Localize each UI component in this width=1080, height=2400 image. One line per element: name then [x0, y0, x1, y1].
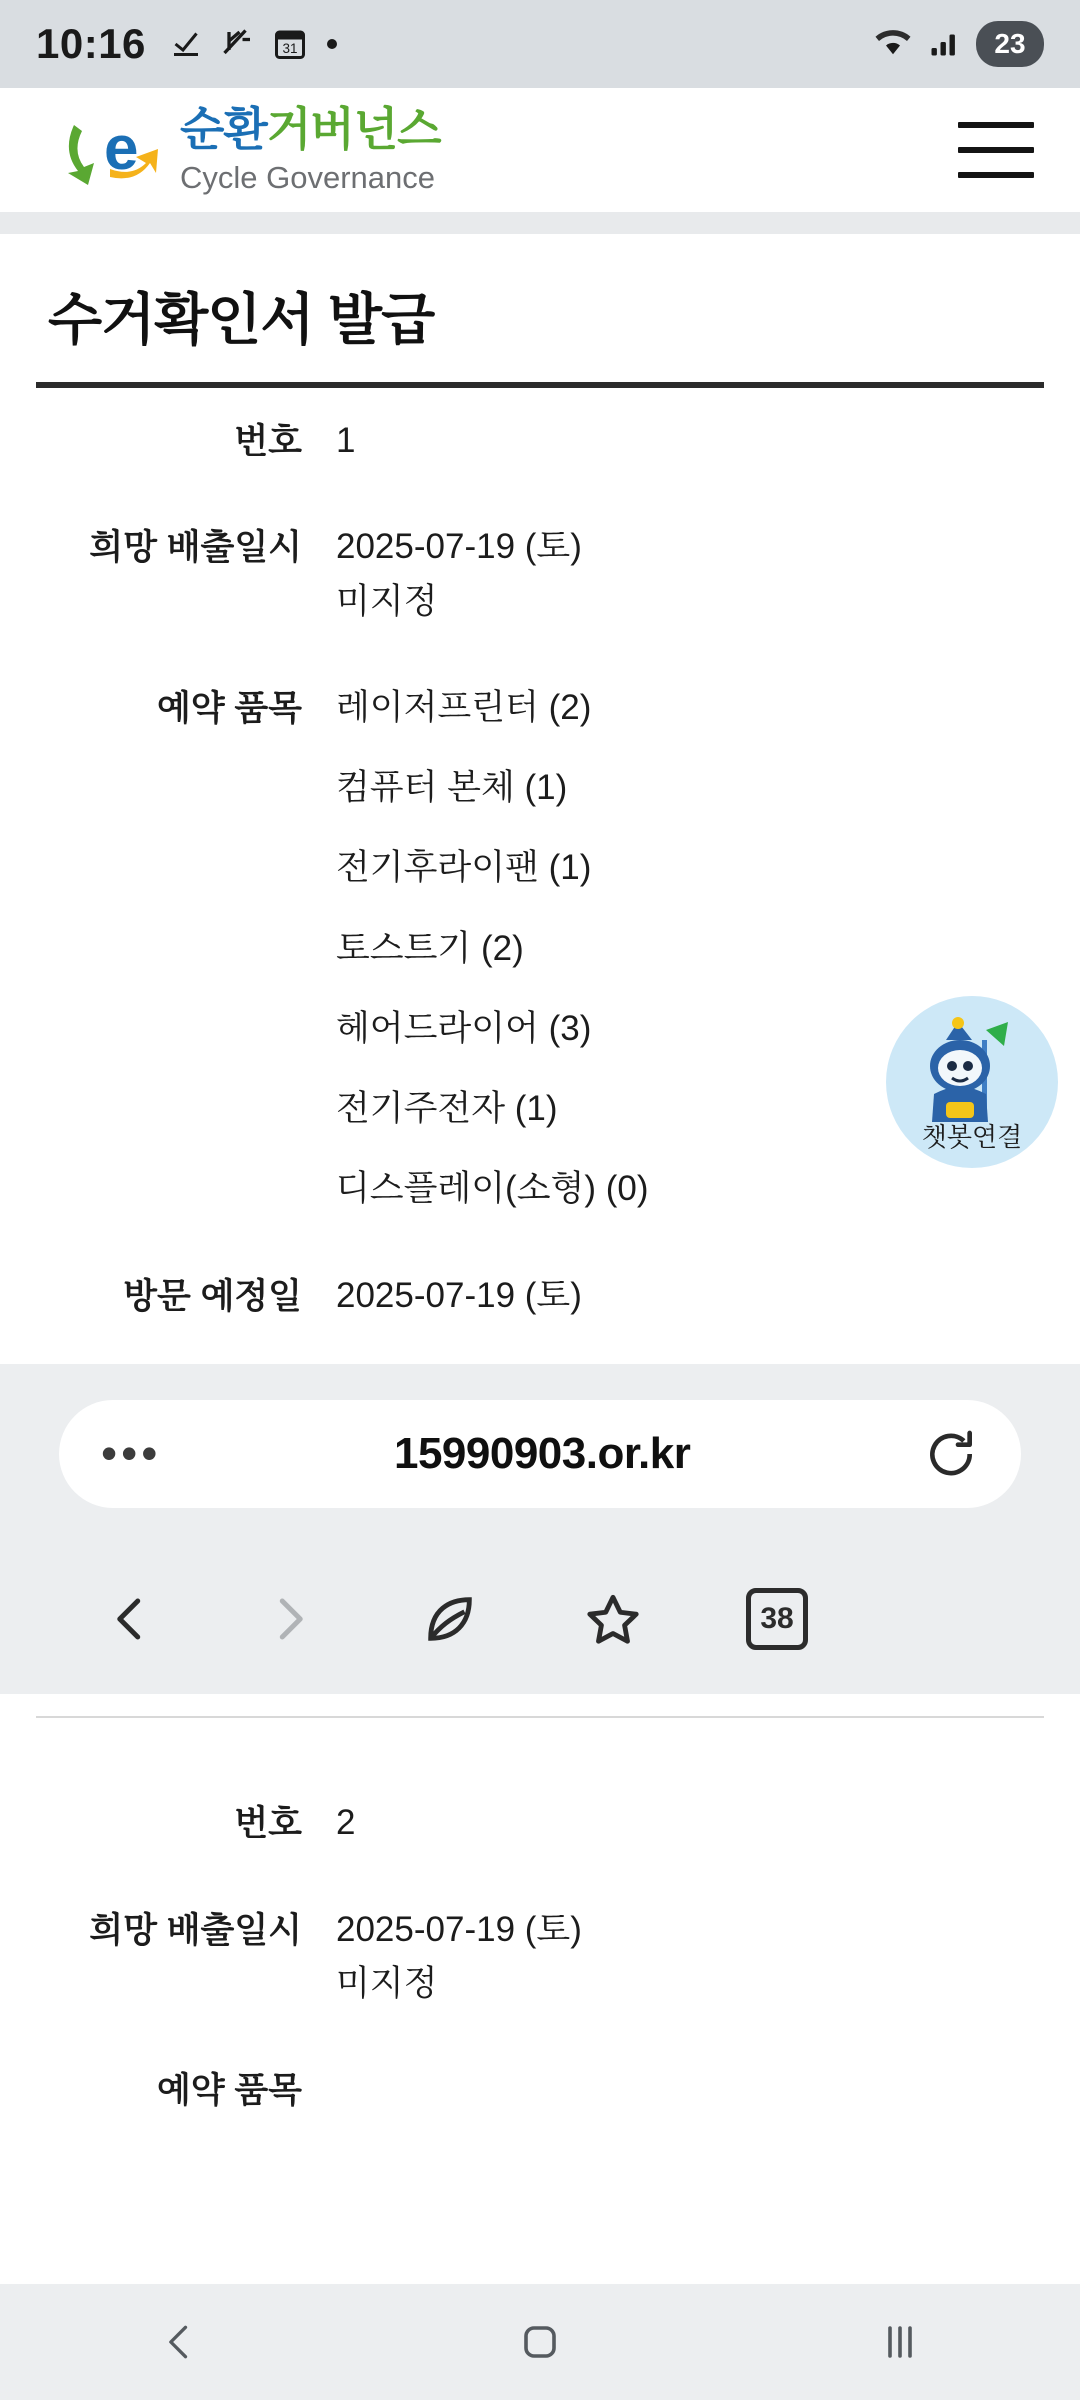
label-number: 번호: [234, 1804, 302, 1844]
label-desired-date: 희망 배출일시: [89, 1910, 302, 1950]
url-text[interactable]: 15990903.or.kr: [393, 1429, 691, 1478]
battery-percent-badge: 23: [976, 21, 1044, 67]
android-system-nav: [0, 2284, 1080, 2400]
svg-text:31: 31: [282, 41, 298, 56]
table-row: [36, 2037, 1044, 2139]
svg-text:e: e: [104, 113, 139, 183]
list-item: 디스플레이(소형) (0): [336, 1169, 649, 1209]
android-status-bar: [0, 0, 1080, 88]
logo-kr-green: 거버넌스: [266, 103, 441, 155]
table-row: [36, 494, 1044, 655]
value-desired-date: [336, 1877, 1044, 2038]
tab-switcher-button[interactable]: [746, 1588, 808, 1650]
list-item: 컴퓨터 본체 (1): [336, 768, 568, 807]
reload-icon[interactable]: [923, 1426, 979, 1482]
value-number: 2: [336, 1803, 356, 1843]
hamburger-line: [958, 172, 1034, 178]
more-dots-icon[interactable]: •••: [101, 1427, 162, 1480]
system-recents-icon[interactable]: [820, 2318, 980, 2366]
cycle-arrow-e-logo-icon: [58, 107, 166, 193]
desired-date-text: 2025-07-19 (토): [336, 527, 582, 567]
leaf-icon[interactable]: [420, 1590, 480, 1648]
desired-time-text: 미지정: [336, 1963, 438, 2003]
chatbot-float-button[interactable]: [886, 996, 1058, 1168]
label-items: 예약 품목: [157, 688, 302, 728]
tab-count: 38: [746, 1588, 808, 1650]
list-item: 레이저프린터 (2): [336, 687, 592, 727]
hamburger-menu-icon[interactable]: [958, 122, 1034, 178]
label-items: 예약 품목: [157, 2071, 302, 2110]
value-desired-date: [336, 494, 1044, 655]
table-row: [36, 388, 1044, 494]
label-desired-date: 희망 배출일시: [89, 528, 302, 568]
system-home-icon[interactable]: [460, 2318, 620, 2366]
url-pill[interactable]: [59, 1400, 1021, 1508]
logo-korean-text: [180, 103, 441, 155]
value-items: [336, 2037, 1044, 2139]
forward-arrow-icon: [262, 1592, 316, 1646]
browser-menu-icon[interactable]: [912, 1607, 976, 1631]
system-back-icon[interactable]: [100, 2320, 260, 2364]
site-logo[interactable]: [58, 103, 441, 195]
hamburger-line: [958, 122, 1034, 128]
star-icon[interactable]: [584, 1590, 642, 1648]
mute-icon: [220, 26, 256, 62]
calendar-31-icon: [272, 26, 308, 62]
label-visit-date: 방문 예정일: [123, 1276, 302, 1316]
chatbot-label: 챗봇연결: [921, 1122, 1023, 1152]
desired-time-text: 미지정: [336, 581, 438, 621]
logo-kr-blue: 순환: [180, 103, 267, 155]
browser-nav-bar: [0, 1544, 1080, 1694]
browser-url-bar: [0, 1364, 1080, 1544]
hamburger-line: [958, 147, 1034, 153]
check-square-icon: [168, 26, 204, 62]
record-divider-line: [36, 1717, 1044, 1770]
desired-date-text: 2025-07-19 (토): [336, 1909, 582, 1949]
status-notification-icons: [168, 26, 340, 62]
status-system-icons: [872, 21, 1044, 67]
signal-icon: [926, 24, 964, 65]
record-divider: [36, 1717, 1044, 1770]
back-arrow-icon[interactable]: [104, 1592, 158, 1646]
site-header: [0, 88, 1080, 212]
label-number: 번호: [234, 422, 302, 461]
table-row: [36, 1243, 1044, 1349]
logo-english-text: Cycle Governance: [180, 160, 436, 195]
table-row: [36, 1877, 1044, 2038]
wifi-icon: [872, 24, 914, 65]
page-title: 수거확인서 발급: [48, 288, 435, 351]
list-item: 전기후라이팬 (1): [336, 848, 592, 888]
header-divider: [0, 212, 1080, 234]
dot-icon: [324, 36, 340, 52]
value-number: 1: [336, 421, 356, 460]
list-item: 전기주전자 (1): [336, 1089, 558, 1128]
status-clock: 10:16: [36, 20, 146, 67]
list-item: 헤어드라이어 (3): [336, 1008, 592, 1048]
collection-record-table: [36, 388, 1044, 2139]
table-row: [36, 655, 1044, 1243]
value-visit-date: 2025-07-19 (토): [336, 1275, 582, 1315]
list-item: 토스트기 (2): [336, 928, 524, 968]
table-row: [36, 1770, 1044, 1876]
